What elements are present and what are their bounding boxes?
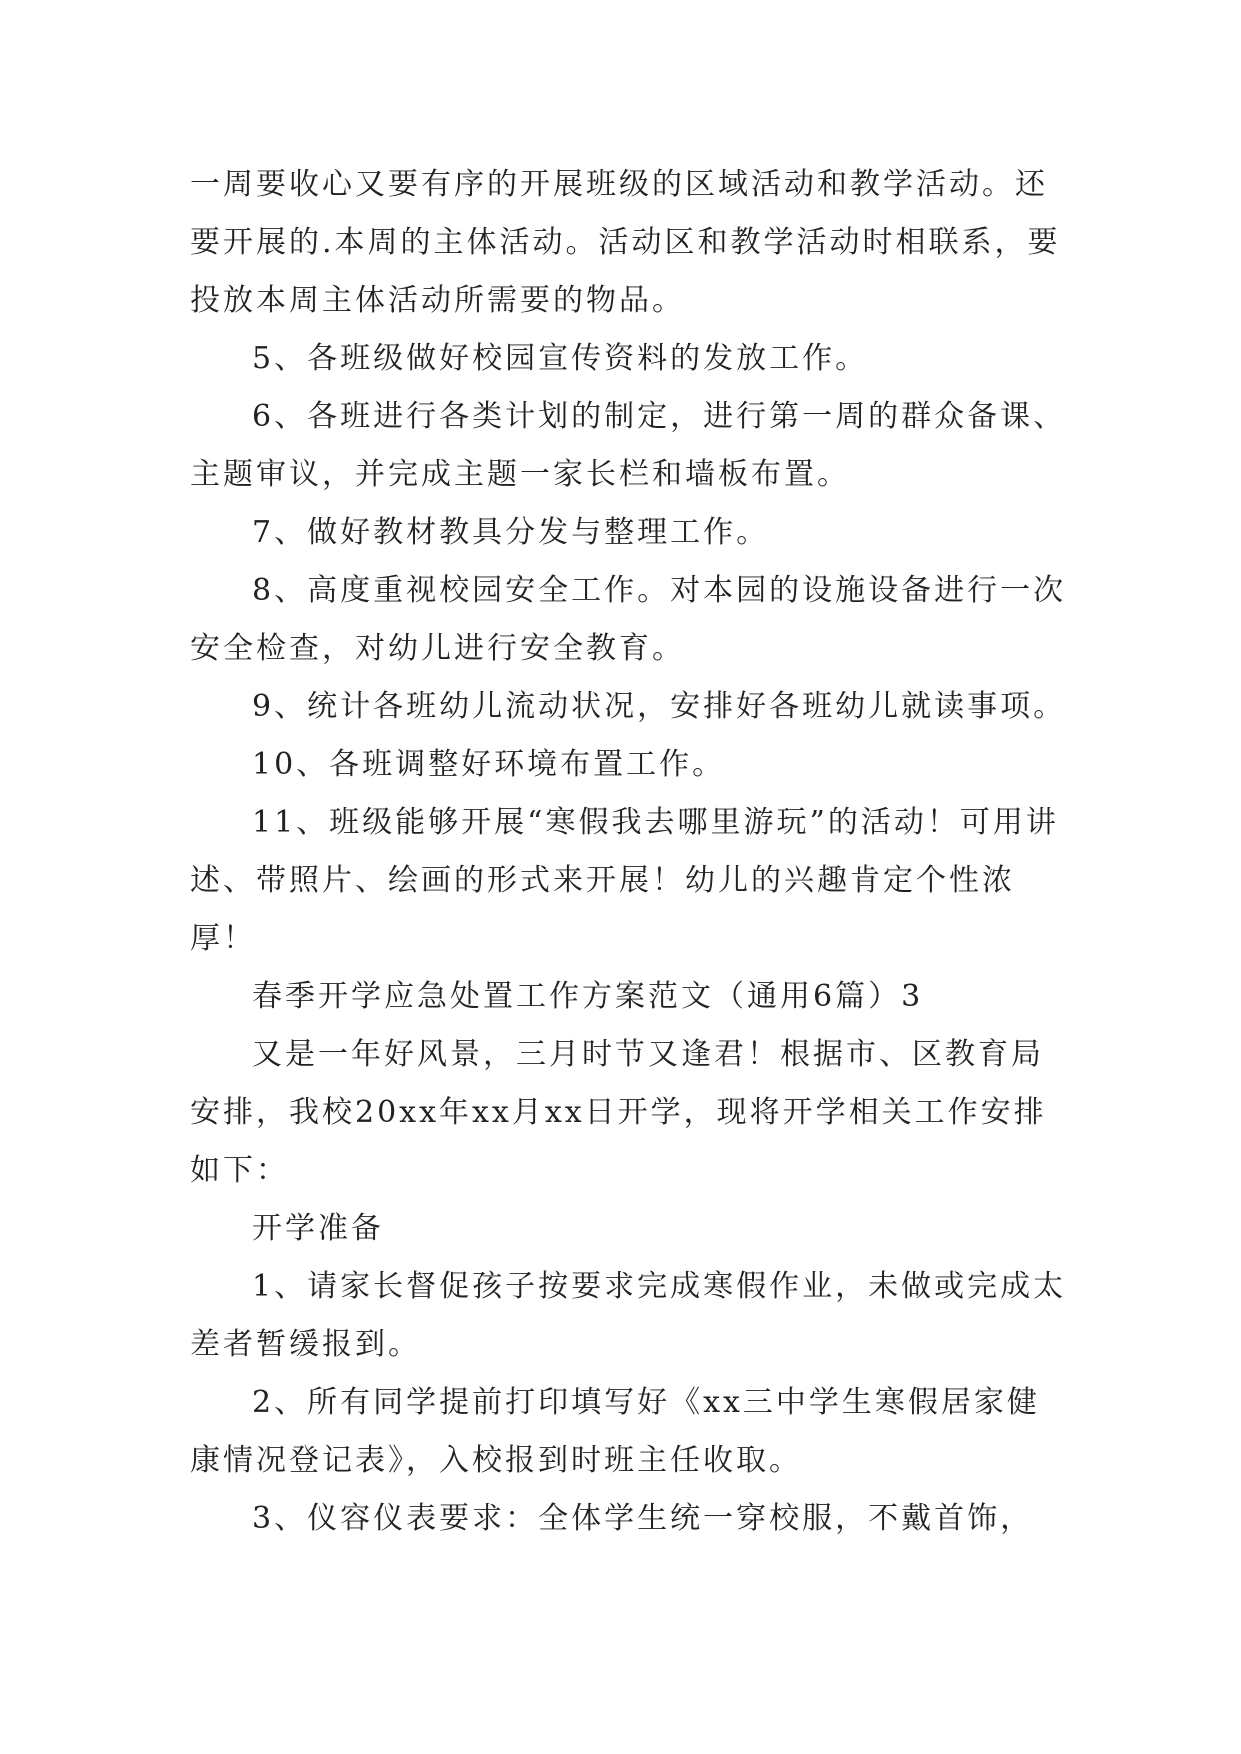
paragraph-prep-2: 2、所有同学提前打印填写好《xx三中学生寒假居家健康情况登记表》，入校报到时班主任收取。	[190, 1385, 1040, 1478]
paragraph-item-8: 8、高度重视校园安全工作。对本园的设施设备进行一次安全检查，对幼儿进行安全教育。	[190, 573, 1067, 666]
paragraph-item-11: 11、班级能够开展“寒假我去哪里游玩”的活动！可用讲述、带照片、绘画的形式来开展！幼儿的兴趣肯定个性浓厚！	[190, 805, 1059, 956]
section-heading: 春季开学应急处置工作方案范文（通用6篇）3	[252, 979, 924, 1014]
paragraph-continuation: 一周要收心又要有序的开展班级的区域活动和教学活动。还要开展的.本周的主体活动。活动区和教学活动时相联系，要投放本周主体活动所需要的物品。	[190, 167, 1061, 318]
paragraph-item-9: 9、统计各班幼儿流动状况，安排好各班幼儿就读事项。	[252, 689, 1067, 724]
paragraph-item-5: 5、各班级做好校园宣传资料的发放工作。	[252, 341, 869, 376]
paragraph-intro: 又是一年好风景，三月时节又逢君！根据市、区教育局安排，我校20xx年xx月xx日开学，现将开学相关工作安排如下：	[190, 1037, 1047, 1188]
subsection-heading: 开学准备	[252, 1211, 384, 1246]
paragraph-prep-1: 1、请家长督促孩子按要求完成寒假作业，未做或完成太差者暂缓报到。	[190, 1269, 1067, 1362]
paragraph-item-10: 10、各班调整好环境布置工作。	[252, 747, 726, 782]
paragraph-item-7: 7、做好教材教具分发与整理工作。	[252, 515, 770, 550]
paragraph-prep-3: 3、仪容仪表要求：全体学生统一穿校服，不戴首饰，	[252, 1501, 1034, 1536]
document-body	[190, 156, 1070, 1548]
paragraph-item-6: 6、各班进行各类计划的制定，进行第一周的群众备课、主题审议，并完成主题一家长栏和墙板布置。	[190, 399, 1067, 492]
